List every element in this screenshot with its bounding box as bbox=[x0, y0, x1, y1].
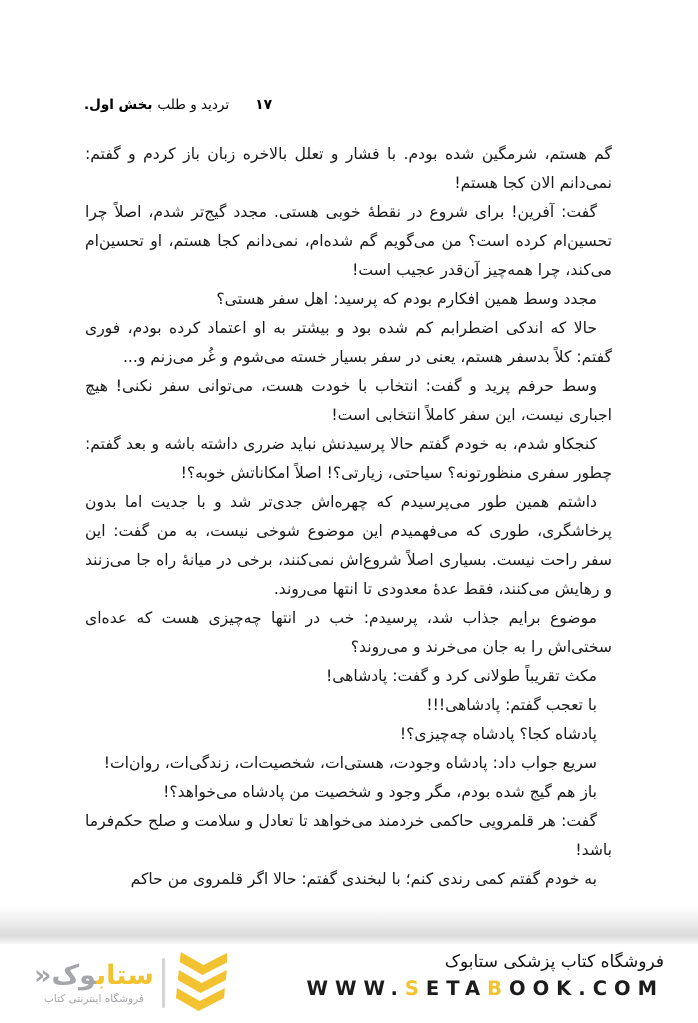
paragraph: کنجکاو شدم، به خودم گفتم حالا پرسیدنش نباید ضرری داشته باشه و بعد گفتم: چطور سفری منظورتونه؟ سیاحتی، زیارتی؟! اصلاً امکاناتش خوبه؟! bbox=[85, 435, 612, 482]
paragraph: به خودم گفتم کمی رندی کنم؛ با لبخندی گفتم: حالا اگر قلمروی من حاکم bbox=[130, 870, 597, 888]
chevron-stack-icon bbox=[173, 950, 227, 1016]
footer-banner bbox=[0, 944, 698, 1023]
logo-word-gray: ‍وک bbox=[51, 960, 97, 991]
page-body bbox=[85, 140, 612, 894]
logo-wordmark bbox=[34, 961, 154, 991]
paragraph: با تعجب گفتم: پادشاهی!!! bbox=[426, 696, 597, 714]
paragraph: داشتم همین طور می‌پرسیدم که چهره‌اش جدی‌تر شد و با جدیت اما بدون پرخاشگری، طوری که می‌فهمیدم این موضوع شوخی نیست، به من گفت: این سفر راحت نیست. بسیاری اصلاً شروع‌اش نمی‌کنند، برخی در میانهٔ راه جا می‌زنند و رهایش می‌کنند، فقط عدهٔ معدودی تا انتها می‌روند. bbox=[85, 493, 612, 598]
paragraph: پادشاه کجا؟ پادشاه چه‌چیزی؟! bbox=[399, 725, 597, 743]
paragraph: گم هستم، شرمگین شده بودم. با فشار و تعلل بالاخره زبان باز کردم و گفتم: نمی‌دانم الان کجا هستم! bbox=[85, 145, 612, 192]
logo-guillemet: « bbox=[34, 960, 52, 991]
paragraph: گفت: آفرین! برای شروع در نقطهٔ خوبی هستی. مجدد گیج‌تر شدم، اصلاً چرا تحسین‌ام کرده است؟ من می‌گویم گم شده‌ام، نمی‌دانم کجا هستم، او تحسین‌ام می‌کند، چرا همه‌چیز آن‌قدر عجیب است! bbox=[85, 203, 612, 279]
logo-tagline: فروشگاه اینترنتی کتاب bbox=[43, 993, 144, 1005]
logo-word-yellow: ستاب‍ bbox=[96, 960, 154, 991]
section-label: بخش اول. bbox=[84, 97, 153, 113]
paragraph: وسط حرفم پرید و گفت: انتخاب با خودت هست، می‌توانی سفر نکنی! هیچ اجباری نیست، این سفر کاملاً انتخابی است! bbox=[85, 377, 612, 424]
logo-divider bbox=[162, 958, 165, 1008]
page-edge-shadow bbox=[0, 906, 698, 944]
footer-store-info bbox=[306, 952, 664, 1000]
paragraph: موضوع برایم جذاب شد، پرسیدم: خب در انتها چه‌چیزی هست که عده‌ای سختی‌اش را به جان می‌خرند و می‌روند؟ bbox=[85, 609, 612, 656]
brand-logo bbox=[34, 950, 227, 1016]
logo-text-block bbox=[34, 961, 154, 1005]
running-head bbox=[84, 97, 272, 113]
paragraph: مجدد وسط همین افکارم بودم که پرسید: اهل سفر هستی؟ bbox=[216, 290, 597, 308]
page-number: ۱۷ bbox=[255, 97, 273, 113]
website-url: WWW.SETABOOK.COM bbox=[306, 977, 664, 1000]
paragraph: حالا که اندکی اضطرابم کم شده بود و بیشتر به او اعتماد کرده بودم، فوری گفتم: کلاً بدسفر هستم، یعنی در سفر بسیار خسته می‌شوم و غُر می‌زنم و... bbox=[85, 319, 612, 366]
chapter-title: تردید و طلب bbox=[157, 97, 230, 113]
paragraph: مکث تقریباً طولانی کرد و گفت: پادشاهی! bbox=[325, 667, 597, 685]
paragraph: باز هم گیج شده بودم، مگر وجود و شخصیت من پادشاه می‌خواهد؟! bbox=[163, 783, 597, 801]
paragraph: گفت: هر قلمرویی حاکمی خردمند می‌خواهد تا تعادل و سلامت و صلح حکم‌فرما باشد! bbox=[85, 812, 612, 859]
paragraph: سریع جواب داد: پادشاه وجودت، هستی‌ات، شخصیت‌ات، زندگی‌ات، روان‌ات! bbox=[103, 754, 597, 772]
store-title: فروشگاه کتاب پزشکی ستابوک bbox=[444, 952, 664, 972]
